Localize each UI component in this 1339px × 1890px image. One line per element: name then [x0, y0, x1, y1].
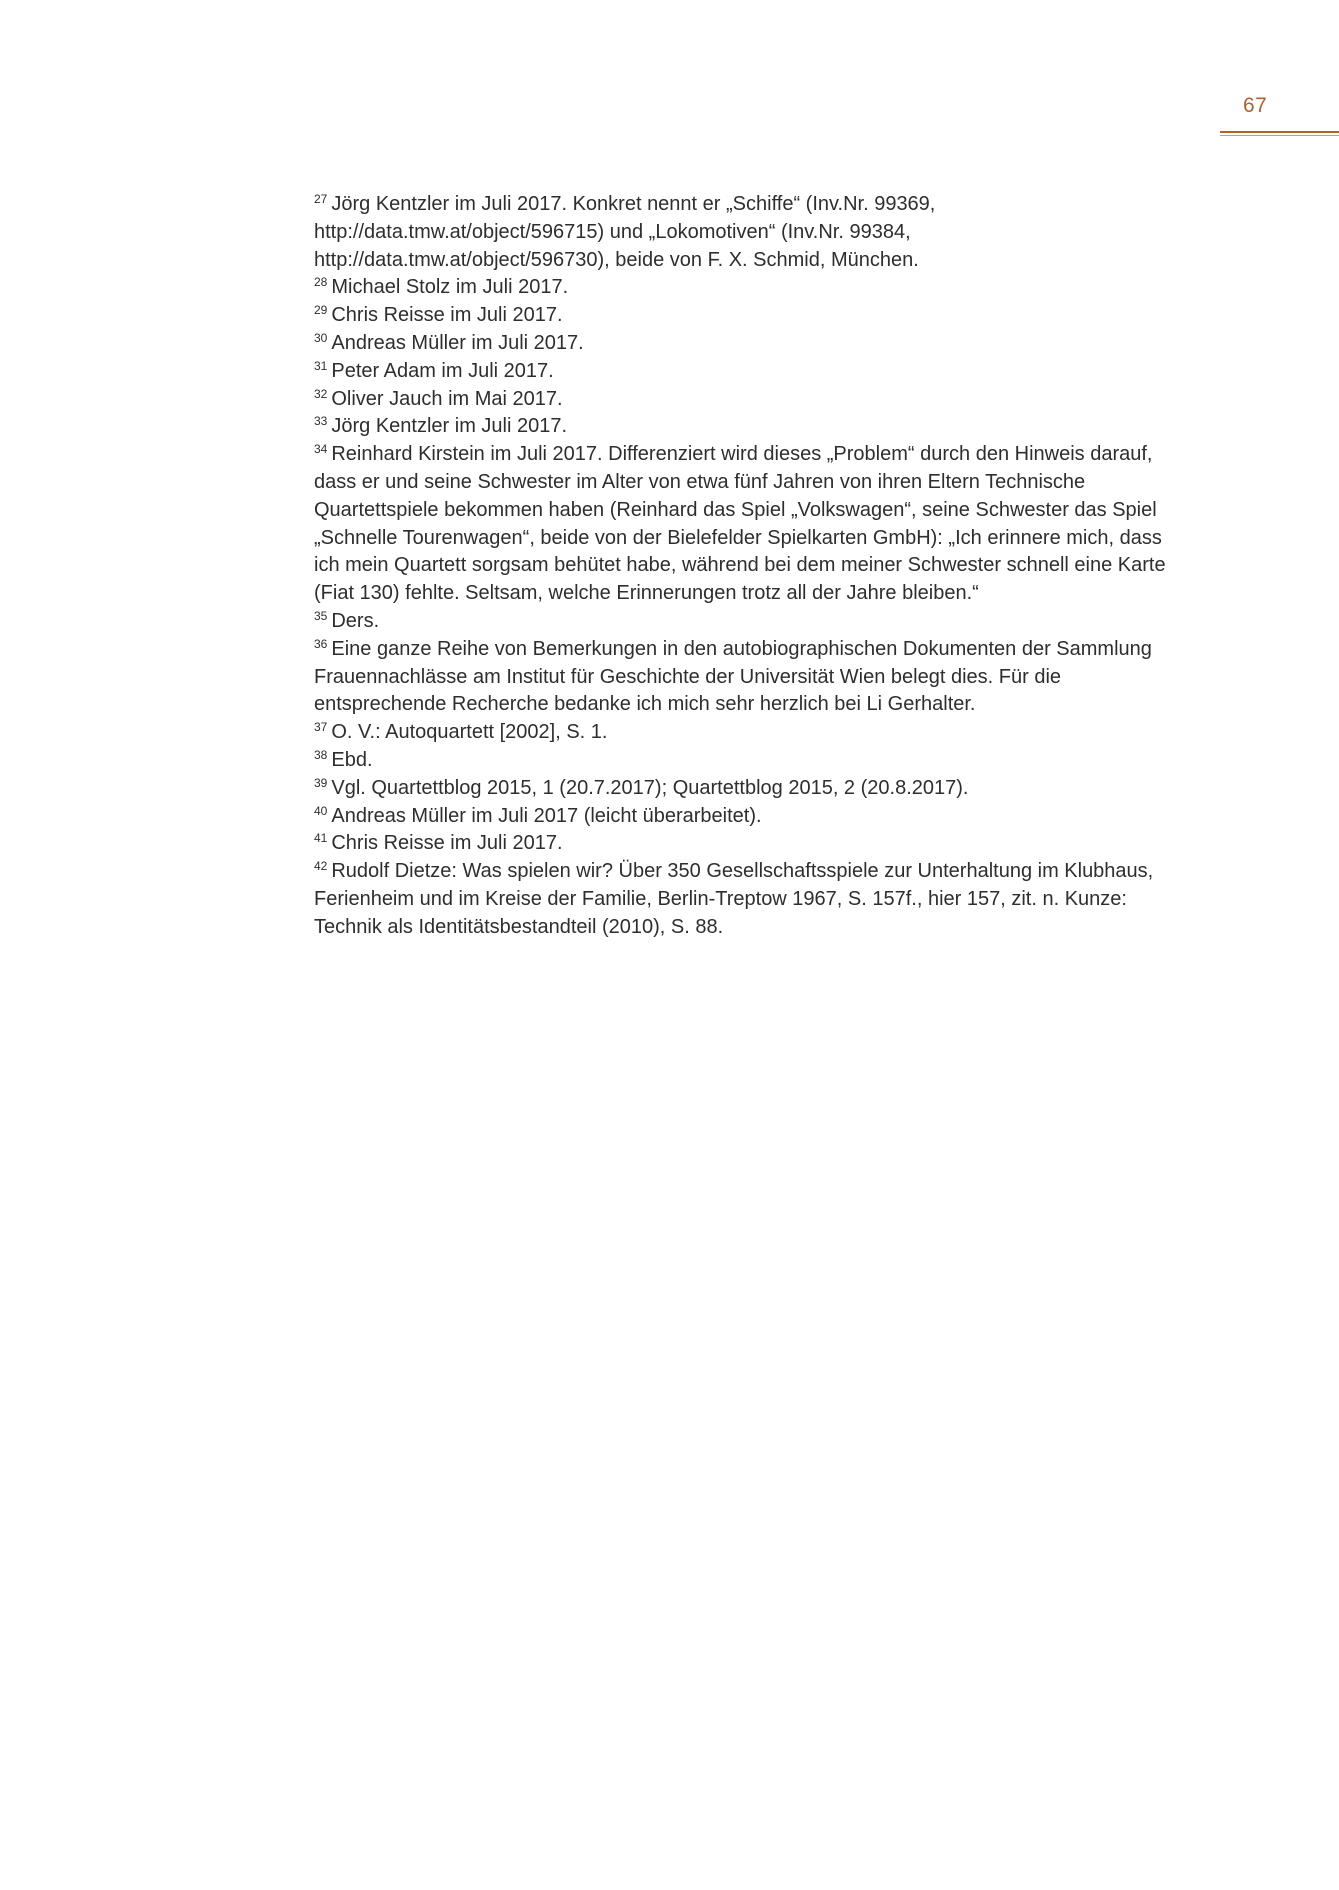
- footnote-text: Ebd.: [331, 748, 373, 771]
- footnote-number: 40: [314, 803, 328, 818]
- footnote-number: 37: [314, 720, 328, 735]
- footnote-32: [314, 386, 1186, 414]
- footnote-text: Andreas Müller im Juli 2017 (leicht überarbeitet).: [331, 804, 762, 827]
- footnote-number: 33: [314, 414, 328, 429]
- footnote-text: Eine ganze Reihe von Bemerkungen in den autobiographischen Dokumenten der Sammlung Frauennachlässe am Institut für Geschichte der Universität Wien belegt dies. Für die entsprechende Recherche bedanke ich mich sehr herzlich bei Li Gerhalter.: [314, 637, 1152, 716]
- footnote-27: [314, 191, 1186, 274]
- footnote-number: 39: [314, 775, 328, 790]
- header-rule: [1220, 131, 1339, 133]
- footnote-number: 28: [314, 275, 328, 290]
- header-rule-thin: [1220, 135, 1339, 136]
- footnote-text: Vgl. Quartettblog 2015, 1 (20.7.2017); Quartettblog 2015, 2 (20.8.2017).: [331, 776, 969, 799]
- footnote-28: [314, 274, 1186, 302]
- footnote-38: [314, 747, 1186, 775]
- footnote-number: 38: [314, 747, 328, 762]
- footnote-39: [314, 775, 1186, 803]
- footnote-34: [314, 441, 1186, 608]
- footnote-35: [314, 608, 1186, 636]
- footnote-number: 31: [314, 358, 328, 373]
- footnote-42: [314, 858, 1186, 941]
- footnote-41: [314, 830, 1186, 858]
- footnote-number: 42: [314, 859, 328, 874]
- page-number: 67: [1243, 94, 1268, 117]
- footnote-31: [314, 358, 1186, 386]
- footnote-text: Reinhard Kirstein im Juli 2017. Differenziert wird dieses „Problem“ durch den Hinweis darauf, dass er und seine Schwester im Alter von etwa fünf Jahren von ihren Eltern Technische Quartettspiele bekommen haben (Reinhard das Spiel „Volkswagen“, seine Schwester das Spiel „Schnelle Tourenwagen“, beide von der Bielefelder Spielkarten GmbH): „Ich erinnere mich, dass ich mein Quartett sorgsam behütet habe, während bei dem meiner Schwester schnell eine Karte (Fiat 130) fehlte. Seltsam, welche Erinnerungen trotz all der Jahre bleiben.“: [314, 443, 1166, 605]
- footnote-text: Andreas Müller im Juli 2017.: [331, 331, 584, 354]
- footnote-33: [314, 413, 1186, 441]
- footnote-text: Rudolf Dietze: Was spielen wir? Über 350 Gesellschaftsspiele zur Unterhaltung im Klubhaus, Ferienheim und im Kreise der Familie, Berlin-Treptow 1967, S. 157f., hier 157, zit. n. Kunze: Technik als Identitätsbestandteil (2010), S. 88.: [314, 860, 1154, 938]
- footnote-36: [314, 636, 1186, 719]
- footnotes-list: [314, 191, 1186, 942]
- footnote-29: [314, 302, 1186, 330]
- footnote-number: 36: [314, 636, 328, 651]
- footnote-text: Chris Reisse im Juli 2017.: [331, 832, 563, 855]
- footnote-40: [314, 803, 1186, 831]
- footnote-30: [314, 330, 1186, 358]
- footnote-number: 35: [314, 608, 328, 623]
- footnote-37: [314, 719, 1186, 747]
- footnote-number: 34: [314, 442, 328, 457]
- footnote-text: Chris Reisse im Juli 2017.: [331, 304, 563, 327]
- footnote-number: 41: [314, 831, 328, 846]
- footnote-text: Michael Stolz im Juli 2017.: [331, 276, 569, 299]
- footnote-text: Jörg Kentzler im Juli 2017.: [331, 415, 568, 438]
- footnote-number: 30: [314, 330, 328, 345]
- footnote-text: Peter Adam im Juli 2017.: [331, 359, 554, 382]
- footnote-text: Ders.: [331, 609, 380, 632]
- footnote-text: Oliver Jauch im Mai 2017.: [331, 387, 563, 410]
- footnote-number: 32: [314, 386, 328, 401]
- footnote-text: O. V.: Autoquartett [2002], S. 1.: [331, 721, 608, 744]
- footnote-text: Jörg Kentzler im Juli 2017. Konkret nennt er „Schiffe“ (Inv.Nr. 99369, http://data.tmw.at/object/596715) und „Lokomotiven“ (Inv.Nr. 99384, http://data.tmw.at/object/596730), beide von F. X. Schmid, München.: [314, 193, 936, 271]
- footnote-number: 27: [314, 192, 328, 206]
- footnote-number: 29: [314, 303, 328, 318]
